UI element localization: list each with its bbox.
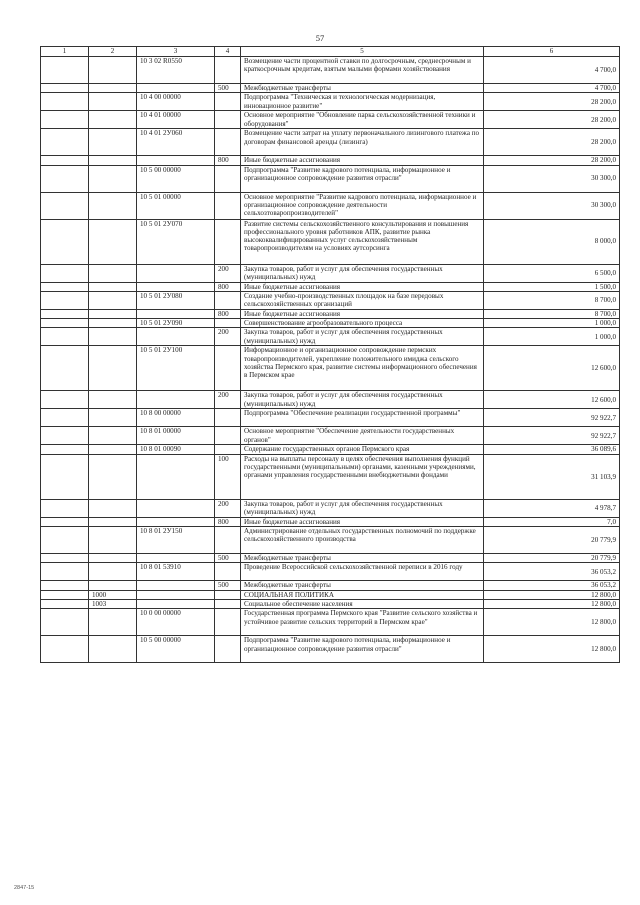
expense-type-cell: 800 <box>215 156 241 165</box>
podrazdel-cell: 1003 <box>89 599 137 608</box>
target-code-cell: 10 8 01 00090 <box>137 445 215 454</box>
expense-type-cell: 500 <box>215 581 241 590</box>
target-code-cell <box>137 84 215 93</box>
razdel-cell <box>41 636 89 663</box>
amount-cell: 92 922,7 <box>484 409 620 427</box>
podrazdel-cell <box>89 636 137 663</box>
description-cell: Иные бюджетные ассигнования <box>241 517 484 526</box>
target-code-cell: 10 5 00 00000 <box>137 636 215 663</box>
razdel-cell <box>41 554 89 563</box>
podrazdel-cell <box>89 445 137 454</box>
table-row <box>41 445 620 454</box>
expense-type-cell <box>215 291 241 309</box>
column-number-row <box>41 47 620 57</box>
table-row <box>41 499 620 517</box>
razdel-cell <box>41 319 89 328</box>
table-row <box>41 454 620 499</box>
razdel-cell <box>41 291 89 309</box>
target-code-cell: 10 3 02 R0550 <box>137 57 215 84</box>
razdel-cell <box>41 328 89 346</box>
table-row <box>41 554 620 563</box>
description-cell: Закупка товаров, работ и услуг для обеспечения государственных (муниципальных) нужд <box>241 391 484 409</box>
table-row <box>41 609 620 636</box>
footer-code: 2847-15 <box>14 885 35 891</box>
description-cell: Содержание государственных органов Пермского края <box>241 445 484 454</box>
razdel-cell <box>41 445 89 454</box>
column-number: 4 <box>215 47 241 57</box>
podrazdel-cell <box>89 264 137 282</box>
target-code-cell <box>137 590 215 599</box>
expense-type-cell <box>215 636 241 663</box>
expense-type-cell <box>215 527 241 554</box>
description-cell: Основное мероприятие "Обеспечение деятельности государственных органов" <box>241 427 484 445</box>
description-cell: СОЦИАЛЬНАЯ ПОЛИТИКА <box>241 590 484 599</box>
target-code-cell: 10 8 01 53910 <box>137 563 215 581</box>
description-cell: Совершенствование агрообразовательного процесса <box>241 319 484 328</box>
column-number: 2 <box>89 47 137 57</box>
description-cell: Возмещение части затрат на уплату первоначального лизингового платежа по договорам финансовой аренды (лизинга) <box>241 129 484 156</box>
table-row <box>41 563 620 581</box>
expense-type-cell: 500 <box>215 84 241 93</box>
podrazdel-cell <box>89 219 137 264</box>
target-code-cell <box>137 391 215 409</box>
description-cell: Межбюджетные трансферты <box>241 581 484 590</box>
column-number: 1 <box>41 47 89 57</box>
podrazdel-cell <box>89 291 137 309</box>
target-code-cell <box>137 264 215 282</box>
razdel-cell <box>41 599 89 608</box>
target-code-cell: 10 4 01 2У060 <box>137 129 215 156</box>
amount-cell: 8 700,0 <box>484 309 620 318</box>
amount-cell: 36 089,6 <box>484 445 620 454</box>
amount-cell: 8 700,0 <box>484 291 620 309</box>
target-code-cell: 10 4 00 00000 <box>137 93 215 111</box>
table-row <box>41 590 620 599</box>
podrazdel-cell <box>89 328 137 346</box>
amount-cell: 1 000,0 <box>484 328 620 346</box>
razdel-cell <box>41 192 89 219</box>
table-row <box>41 346 620 391</box>
amount-cell: 1 000,0 <box>484 319 620 328</box>
expense-type-cell: 200 <box>215 328 241 346</box>
razdel-cell <box>41 129 89 156</box>
description-cell: Основное мероприятие "Развитие кадрового потенциала, информационное и организационное сопровождение деятельности сельхозтоваропроизводителей" <box>241 192 484 219</box>
podrazdel-cell <box>89 192 137 219</box>
podrazdel-cell <box>89 454 137 499</box>
description-cell: Иные бюджетные ассигнования <box>241 156 484 165</box>
expense-type-cell <box>215 599 241 608</box>
razdel-cell <box>41 84 89 93</box>
podrazdel-cell <box>89 111 137 129</box>
podrazdel-cell: 1000 <box>89 590 137 599</box>
amount-cell: 36 053,2 <box>484 563 620 581</box>
razdel-cell <box>41 527 89 554</box>
description-cell: Создание учебно-производственных площадок на базе передовых сельскохозяйственных организаций <box>241 291 484 309</box>
budget-table <box>40 46 620 663</box>
target-code-cell <box>137 517 215 526</box>
podrazdel-cell <box>89 57 137 84</box>
razdel-cell <box>41 156 89 165</box>
amount-cell: 28 200,0 <box>484 129 620 156</box>
expense-type-cell: 200 <box>215 391 241 409</box>
target-code-cell: 10 8 00 00000 <box>137 409 215 427</box>
podrazdel-cell <box>89 319 137 328</box>
table-row <box>41 636 620 663</box>
target-code-cell: 10 5 01 2У100 <box>137 346 215 391</box>
table-row <box>41 165 620 192</box>
amount-cell: 20 779,9 <box>484 554 620 563</box>
amount-cell: 28 200,0 <box>484 93 620 111</box>
table-row <box>41 291 620 309</box>
description-cell: Социальное обеспечение населения <box>241 599 484 608</box>
amount-cell: 28 200,0 <box>484 156 620 165</box>
expense-type-cell <box>215 93 241 111</box>
podrazdel-cell <box>89 581 137 590</box>
amount-cell: 12 800,0 <box>484 590 620 599</box>
description-cell: Основное мероприятие "Обновление парка сельскохозяйственной техники и оборудования" <box>241 111 484 129</box>
column-number: 5 <box>241 47 484 57</box>
table-row <box>41 328 620 346</box>
amount-cell: 4 700,0 <box>484 84 620 93</box>
column-number: 6 <box>484 47 620 57</box>
description-cell: Иные бюджетные ассигнования <box>241 282 484 291</box>
razdel-cell <box>41 391 89 409</box>
expense-type-cell <box>215 319 241 328</box>
target-code-cell: 10 8 01 2У150 <box>137 527 215 554</box>
target-code-cell: 10 4 01 00000 <box>137 111 215 129</box>
target-code-cell <box>137 309 215 318</box>
table-row <box>41 517 620 526</box>
expense-type-cell: 200 <box>215 264 241 282</box>
target-code-cell: 10 5 01 00000 <box>137 192 215 219</box>
podrazdel-cell <box>89 391 137 409</box>
razdel-cell <box>41 57 89 84</box>
podrazdel-cell <box>89 517 137 526</box>
expense-type-cell: 800 <box>215 282 241 291</box>
table-row <box>41 93 620 111</box>
razdel-cell <box>41 517 89 526</box>
amount-cell: 4 700,0 <box>484 57 620 84</box>
expense-type-cell <box>215 563 241 581</box>
amount-cell: 8 000,0 <box>484 219 620 264</box>
description-cell: Межбюджетные трансферты <box>241 84 484 93</box>
table-row <box>41 319 620 328</box>
amount-cell: 30 300,0 <box>484 192 620 219</box>
table-row <box>41 192 620 219</box>
description-cell: Межбюджетные трансферты <box>241 554 484 563</box>
target-code-cell <box>137 499 215 517</box>
expense-type-cell: 800 <box>215 309 241 318</box>
razdel-cell <box>41 499 89 517</box>
table-row <box>41 219 620 264</box>
amount-cell: 6 500,0 <box>484 264 620 282</box>
table-row <box>41 84 620 93</box>
expense-type-cell: 100 <box>215 454 241 499</box>
amount-cell: 28 200,0 <box>484 111 620 129</box>
target-code-cell <box>137 554 215 563</box>
razdel-cell <box>41 93 89 111</box>
podrazdel-cell <box>89 346 137 391</box>
razdel-cell <box>41 346 89 391</box>
razdel-cell <box>41 111 89 129</box>
razdel-cell <box>41 454 89 499</box>
amount-cell: 31 103,9 <box>484 454 620 499</box>
razdel-cell <box>41 427 89 445</box>
table-row <box>41 391 620 409</box>
description-cell: Закупка товаров, работ и услуг для обеспечения государственных (муниципальных) нужд <box>241 328 484 346</box>
target-code-cell <box>137 328 215 346</box>
expense-type-cell <box>215 219 241 264</box>
description-cell: Закупка товаров, работ и услуг для обеспечения государственных (муниципальных) нужд <box>241 499 484 517</box>
razdel-cell <box>41 165 89 192</box>
podrazdel-cell <box>89 527 137 554</box>
expense-type-cell: 200 <box>215 499 241 517</box>
target-code-cell <box>137 156 215 165</box>
description-cell: Проведение Всероссийской сельскохозяйственной переписи в 2016 году <box>241 563 484 581</box>
description-cell: Информационное и организационное сопровождение пермских товаропроизводителей, укрепление положительного имиджа сельского хозяйства Пермского края, развитие системы информационного обеспечения в Пермском крае <box>241 346 484 391</box>
expense-type-cell <box>215 192 241 219</box>
table-row <box>41 409 620 427</box>
amount-cell: 12 800,0 <box>484 599 620 608</box>
razdel-cell <box>41 563 89 581</box>
table-row <box>41 309 620 318</box>
razdel-cell <box>41 409 89 427</box>
podrazdel-cell <box>89 309 137 318</box>
description-cell: Закупка товаров, работ и услуг для обеспечения государственных (муниципальных) нужд <box>241 264 484 282</box>
amount-cell: 7,0 <box>484 517 620 526</box>
table-row <box>41 282 620 291</box>
amount-cell: 30 300,0 <box>484 165 620 192</box>
expense-type-cell <box>215 346 241 391</box>
table-row <box>41 156 620 165</box>
target-code-cell <box>137 599 215 608</box>
podrazdel-cell <box>89 84 137 93</box>
description-cell: Подпрограмма "Обеспечение реализации государственной программы" <box>241 409 484 427</box>
table-row <box>41 57 620 84</box>
description-cell: Подпрограмма "Техническая и технологическая модернизация, инновационное развитие" <box>241 93 484 111</box>
expense-type-cell <box>215 111 241 129</box>
table-row <box>41 527 620 554</box>
description-cell: Подпрограмма "Развитие кадрового потенциала, информационное и организационное сопровождение развития отрасли" <box>241 636 484 663</box>
podrazdel-cell <box>89 156 137 165</box>
target-code-cell: 10 8 01 00000 <box>137 427 215 445</box>
podrazdel-cell <box>89 282 137 291</box>
table-row <box>41 111 620 129</box>
podrazdel-cell <box>89 609 137 636</box>
table-row <box>41 427 620 445</box>
target-code-cell: 10 0 00 00000 <box>137 609 215 636</box>
podrazdel-cell <box>89 93 137 111</box>
description-cell: Иные бюджетные ассигнования <box>241 309 484 318</box>
razdel-cell <box>41 282 89 291</box>
target-code-cell <box>137 581 215 590</box>
razdel-cell <box>41 609 89 636</box>
description-cell: Государственная программа Пермского края "Развитие сельского хозяйства и устойчивое развитие сельских территорий в Пермском крае" <box>241 609 484 636</box>
target-code-cell <box>137 454 215 499</box>
amount-cell: 36 053,2 <box>484 581 620 590</box>
table-row <box>41 264 620 282</box>
target-code-cell: 10 5 01 2У070 <box>137 219 215 264</box>
description-cell: Развитие системы сельскохозяйственного консультирования и повышения профессионального уровня работников АПК, развитие рынка высококвалифицированных услуг сельскохозяйственным товаропроизводителям на условиях аутсорсинга <box>241 219 484 264</box>
target-code-cell <box>137 282 215 291</box>
amount-cell: 12 600,0 <box>484 346 620 391</box>
table-row <box>41 599 620 608</box>
podrazdel-cell <box>89 409 137 427</box>
expense-type-cell: 800 <box>215 517 241 526</box>
expense-type-cell <box>215 409 241 427</box>
table-row <box>41 581 620 590</box>
razdel-cell <box>41 581 89 590</box>
razdel-cell <box>41 309 89 318</box>
podrazdel-cell <box>89 427 137 445</box>
expense-type-cell <box>215 427 241 445</box>
description-cell: Расходы на выплаты персоналу в целях обеспечения выполнения функций государственными (муниципальными) органами, казенными учреждениями, органами управления государственными внебюджетными фондами <box>241 454 484 499</box>
podrazdel-cell <box>89 554 137 563</box>
razdel-cell <box>41 219 89 264</box>
column-number: 3 <box>137 47 215 57</box>
razdel-cell <box>41 590 89 599</box>
amount-cell: 92 922,7 <box>484 427 620 445</box>
expense-type-cell: 500 <box>215 554 241 563</box>
description-cell: Возмещение части процентной ставки по долгосрочным, среднесрочным и краткосрочным кредитам, взятым малыми формами хозяйствования <box>241 57 484 84</box>
amount-cell: 20 779,9 <box>484 527 620 554</box>
amount-cell: 12 800,0 <box>484 609 620 636</box>
podrazdel-cell <box>89 129 137 156</box>
amount-cell: 12 600,0 <box>484 391 620 409</box>
expense-type-cell <box>215 165 241 192</box>
expense-type-cell <box>215 609 241 636</box>
expense-type-cell <box>215 445 241 454</box>
target-code-cell: 10 5 00 00000 <box>137 165 215 192</box>
table-row <box>41 129 620 156</box>
description-cell: Администрирование отдельных государственных полномочий по поддержке сельскохозяйственного производства <box>241 527 484 554</box>
expense-type-cell <box>215 129 241 156</box>
target-code-cell: 10 5 01 2У090 <box>137 319 215 328</box>
amount-cell: 12 800,0 <box>484 636 620 663</box>
razdel-cell <box>41 264 89 282</box>
amount-cell: 1 500,0 <box>484 282 620 291</box>
expense-type-cell <box>215 590 241 599</box>
page-number: 57 <box>315 33 325 43</box>
target-code-cell: 10 5 01 2У080 <box>137 291 215 309</box>
description-cell: Подпрограмма "Развитие кадрового потенциала, информационное и организационное сопровождение развития отрасли" <box>241 165 484 192</box>
amount-cell: 4 978,7 <box>484 499 620 517</box>
expense-type-cell <box>215 57 241 84</box>
podrazdel-cell <box>89 165 137 192</box>
podrazdel-cell <box>89 499 137 517</box>
podrazdel-cell <box>89 563 137 581</box>
